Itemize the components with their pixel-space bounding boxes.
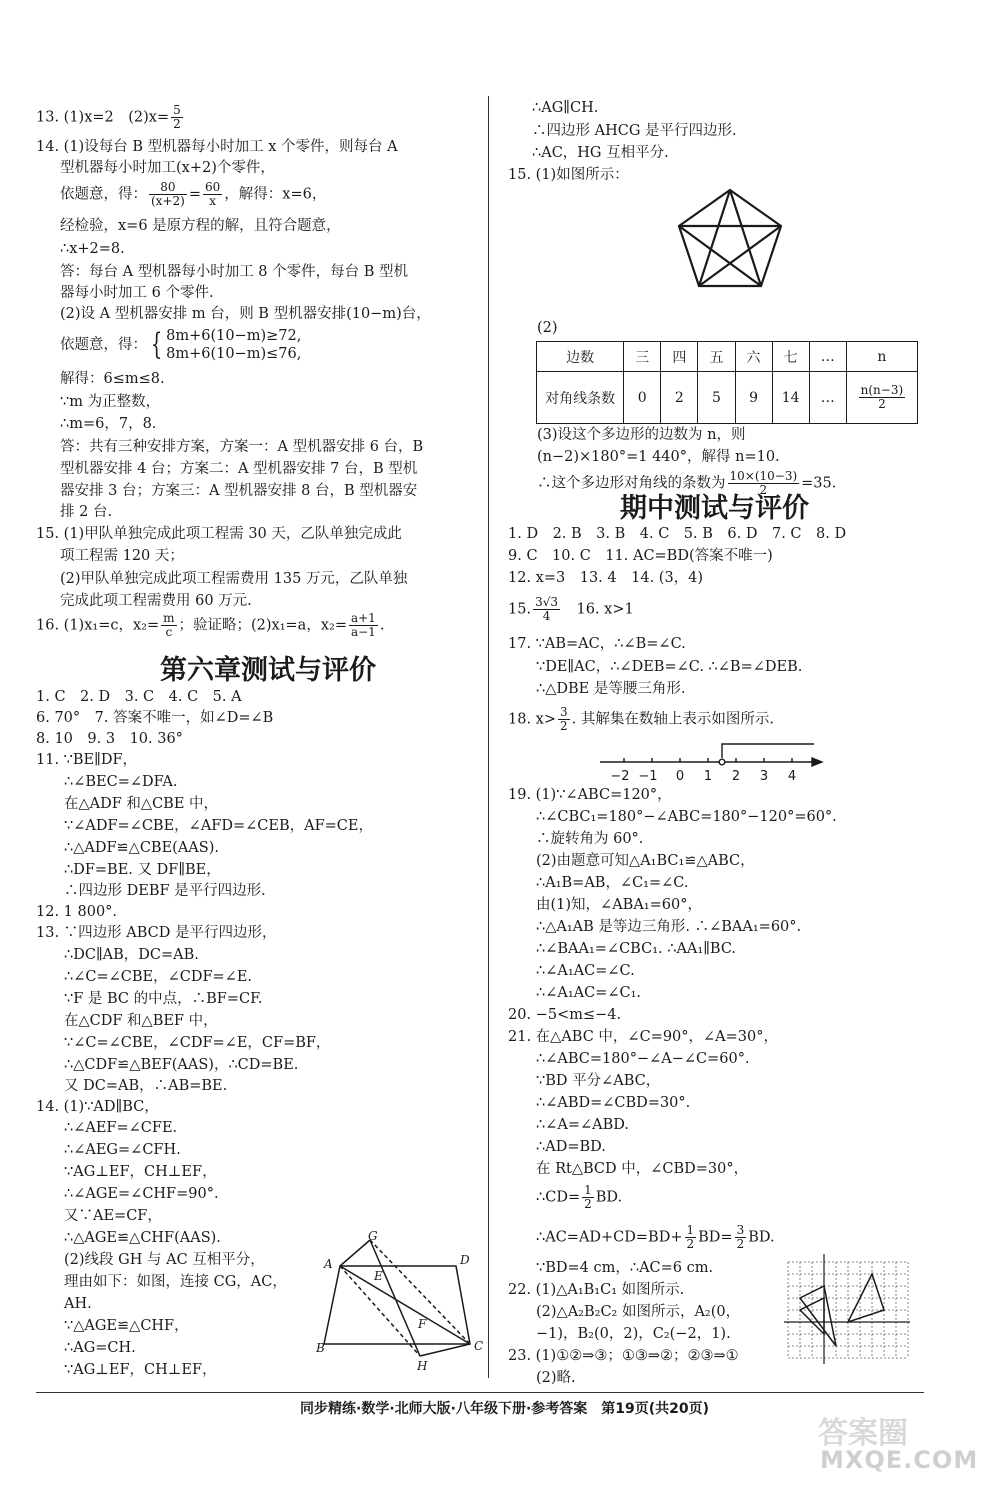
answer-14-line: 排 2 台. (60, 504, 113, 520)
ch6-answer-line: ∴△CDF≌△BEF(AAS)，∴CD=BE. (64, 1057, 299, 1073)
answer-13: 13. (1)x=2 (2)x= $\frac{5}{2}$ (36, 103, 181, 131)
ch6-answer-line: ∵F 是 BC 的中点，∴BF=CF. (64, 991, 263, 1007)
figure-label: C (474, 1339, 484, 1353)
ch6-answer-line: ∵AG⊥EF，CH⊥EF， (64, 1164, 217, 1180)
midterm-answer-line: ∴∠A=∠ABD. (536, 1117, 629, 1133)
ch6-answer-line: AH. (64, 1296, 92, 1312)
ch6-answer-line: 理由如下：如图，连接 CG，AC， (64, 1274, 287, 1290)
figure-label: F (418, 1317, 427, 1331)
axis-tick-label: −1 (638, 769, 658, 784)
midterm-answer-line: ∴AD=BD. (536, 1139, 606, 1155)
diagonal-count-table (536, 341, 918, 424)
answer-15-line: 完成此项工程需费用 60 万元. (60, 593, 252, 609)
ch6-answer-line: ∴四边形 DEBF 是平行四边形. (64, 883, 266, 899)
midterm-answer-line: 23. (1)①②⇒③；①③⇒②；②③⇒① (508, 1348, 739, 1364)
midterm-answer-line: 19. (1)∵∠ABC=120°， (508, 787, 672, 803)
ch6-answer-line: 12. 1 800°. (36, 904, 118, 920)
midterm-answer-line: 20. −5<m≤−4. (508, 1007, 622, 1023)
ch6-answer-line: ∵△AGE≌△CHF， (64, 1318, 189, 1334)
ch6-answer-line: 1. C 2. D 3. C 4. C 5. A (36, 689, 242, 705)
table-cell: 9 (735, 372, 772, 424)
axis-tick-label: 4 (787, 769, 797, 784)
figure-label: G (368, 1229, 378, 1243)
midterm-answer-line: −1)，B₂(0，2)，C₂(−2，1). (536, 1326, 731, 1342)
midterm-answer-line: 1. D 2. B 3. B 4. C 5. B 6. D 7. C 8. D (508, 526, 847, 542)
midterm-answer-line: 在 Rt△BCD 中，∠CBD=30°， (536, 1161, 749, 1177)
ch6-answer-line: ∴∠AEG=∠CFH. (64, 1142, 181, 1158)
answer-14-line: 解得：6≤m≤8. (60, 371, 165, 387)
midterm-answer-line: 12. x=3 13. 4 14. (3，4) (508, 570, 704, 586)
midterm-answer-line: 18. x> $\frac{3}{2}$ . 其解集在数轴上表示如图所示. (508, 705, 774, 733)
page-footer: 同步精练·数学·北师大版·八年级下册·参考答案 第19页(共20页) (300, 1401, 710, 1417)
midterm-answer-line: 21. 在△ABC 中，∠C=90°，∠A=30°， (508, 1029, 778, 1045)
table-header-cell: 七 (772, 342, 809, 372)
ch6-answer-line: (2)线段 GH 与 AC 互相平分， (64, 1252, 265, 1268)
table-header-cell: 四 (661, 342, 698, 372)
answer-15-line: (2)甲队单独完成此项工程需费用 135 万元，乙队单独 (60, 571, 408, 587)
column-divider (488, 96, 489, 1378)
table-cell-formula: $\frac{n(n-3)}{2}$ (846, 372, 917, 424)
answer-14-equation: 依题意，得： $\frac{80}{(x+2)}$ = $\frac{60}{x}$ ，解得：x=6， (60, 180, 327, 208)
answer-14-line: 器安排 3 台；方案三：A 型机器安排 8 台，B 型机器安 (60, 483, 418, 499)
answer-14-line: ∴x+2=8. (60, 241, 125, 257)
table-cell: 5 (698, 372, 735, 424)
midterm-answer-line: (2)△A₂B₂C₂ 如图所示，A₂(0， (536, 1304, 741, 1320)
answer-14-line: (2)设 A 型机器安排 m 台，则 B 型机器安排(10−m)台， (60, 306, 431, 322)
ch6-answer-line: ∴AG=CH. (64, 1340, 136, 1356)
table-header-cell: n (846, 342, 917, 372)
ch6-answer-line: ∵∠ADF=∠CBE，∠AFD=∠CEB，AF=CE， (64, 818, 373, 834)
table-cell: 0 (624, 372, 661, 424)
midterm-answer-line: ∴A₁B=AB，∠C₁=∠C. (536, 875, 689, 891)
axis-tick-label: 0 (675, 769, 685, 784)
figure-label: D (460, 1253, 470, 1267)
trapezoid-figure (316, 1229, 486, 1373)
midterm-answer-line: (2)由题意可知△A₁BC₁≌△ABC， (536, 853, 755, 869)
answer-15-part3: ∴这个多边形对角线的条数为 $\frac{10\times(10-3)}{2}$ =35. (537, 469, 837, 497)
midterm-answer-line: 17. ∵AB=AC，∴∠B=∠C. (508, 636, 686, 652)
ch6-answer-line: 又 DC=AB，∴AB=BE. (64, 1078, 228, 1094)
answer-15-line: 项工程需 120 天； (60, 548, 184, 564)
ch6-answer-line: 13. ∵四边形 ABCD 是平行四边形， (36, 925, 277, 941)
midterm-answer-line: ∴∠CBC₁=180°−∠ABC=180°−120°=60°. (536, 809, 837, 825)
midterm-answer-line: ∵DE∥AC，∴∠DEB=∠C. ∴∠B=∠DEB. (536, 659, 803, 675)
midterm-answer-line: ∵BD 平分∠ABC， (536, 1073, 661, 1089)
answer-15-right: 15. (1)如图所示： (508, 167, 629, 183)
ch6-answer-line: ∴DF=BE. 又 DF∥BE， (64, 862, 221, 878)
ch6-answer-line: 在△ADF 和△CBE 中， (64, 796, 219, 812)
answer-14-line: 答：每台 A 型机器每小时加工 8 个零件，每台 B 型机 (60, 264, 409, 280)
midterm-answer-line: ∴△DBE 是等腰三角形. (536, 681, 686, 697)
ch6-answer-line: ∴∠BEC=∠DFA. (64, 774, 178, 790)
answer-14-line: 型机器每小时加工(x+2)个零件， (60, 160, 275, 176)
axis-tick-label: 3 (759, 769, 769, 784)
axis-tick-label: 1 (703, 769, 713, 784)
number-line-figure (596, 738, 828, 782)
answer-14-system: 依题意，得： { 8m+6(10−m)≥72, 8m+6(10−m)≤76, (60, 327, 302, 362)
ch6-answer-line: ∵∠C=∠CBE，∠CDF=∠E，CF=BF， (64, 1035, 331, 1051)
pentagon-diagonals-figure (675, 186, 785, 292)
coordinate-grid-figure (782, 1252, 912, 1370)
figure-label: E (374, 1269, 383, 1283)
midterm-answer-line: ∴CD= $\frac{1}{2}$ BD. (536, 1183, 623, 1211)
table-cell: 对角线条数 (537, 372, 624, 424)
answer-14-line: 答：共有三种安排方案，方案一：A 型机器安排 6 台，B (60, 439, 424, 455)
midterm-answer-line: ∴∠ABD=∠CBD=30°. (536, 1095, 691, 1111)
watermark-url: MXQE.COM (820, 1446, 979, 1474)
table-cell: 2 (661, 372, 698, 424)
table-header-cell: 边数 (537, 342, 624, 372)
section-title-midterm: 期中测试与评价 (620, 493, 809, 524)
table-header-cell: … (809, 342, 846, 372)
ch6-answer-line: 14. (1)∵AD∥BC， (36, 1099, 159, 1115)
ch6-answer-line: ∴DC∥AB，DC=AB. (64, 947, 199, 963)
figure-label: H (417, 1359, 428, 1373)
midterm-answer-line: ∵BD=4 cm，∴AC=6 cm. (536, 1260, 714, 1276)
midterm-answer-line: ∴∠ABC=180°−∠A−∠C=60°. (536, 1051, 750, 1067)
ch6-answer-line: ∴∠AGE=∠CHF=90°. (64, 1186, 219, 1202)
ch6-answer-line: ∵AG⊥EF，CH⊥EF， (64, 1362, 217, 1378)
answer-14-line: 经检验，x=6 是原方程的解，且符合题意， (60, 218, 341, 234)
answer-14-cont: ∴AG∥CH. (532, 100, 599, 116)
midterm-answer-line: ∴∠A₁AC=∠C. (536, 963, 635, 979)
midterm-answer-line: ∴AC=AD+CD=BD+ $\frac{1}{2}$ BD= $\frac{3}{2}$ BD. (536, 1223, 775, 1251)
answer-15-part3: (n−2)×180°=1 440°，解得 n=10. (537, 449, 780, 465)
answer-14-line: ∴m=6，7，8. (60, 416, 157, 432)
midterm-answer-line: 15. $\frac{3√3}{4}$ 16. x>1 (508, 595, 634, 623)
ch6-answer-line: ∴∠AEF=∠CFE. (64, 1120, 178, 1136)
midterm-answer-line: ∴旋转角为 60°. (536, 831, 644, 847)
section-title-chapter6: 第六章测试与评价 (160, 655, 376, 686)
answer-16: 16. (1)x₁=c，x₂= $\frac{m}{c}$ ；验证略；(2)x₁=a，x₂= $\frac{a+1}{a-1}$ . (36, 611, 385, 639)
midterm-answer-line: ∴∠BAA₁=∠CBC₁. ∴AA₁∥BC. (536, 941, 737, 957)
midterm-answer-line: ∴△A₁AB 是等边三角形. ∴∠BAA₁=60°. (536, 919, 802, 935)
answer-14-line: ∵m 为正整数， (60, 394, 161, 410)
ch6-answer-line: 6. 70° 7. 答案不唯一，如∠D=∠B (36, 710, 274, 726)
answer-14-line: 14. (1)设每台 B 型机器每小时加工 x 个零件，则每台 A (36, 139, 398, 155)
midterm-answer-line: ∴∠A₁AC=∠C₁. (536, 985, 642, 1001)
table-cell: … (809, 372, 846, 424)
axis-tick-label: −2 (610, 769, 630, 784)
answer-14-cont: ∴四边形 AHCG 是平行四边形. (532, 123, 737, 139)
midterm-answer-line: 22. (1)△A₁B₁C₁ 如图所示. (508, 1282, 685, 1298)
answer-14-cont: ∴AC，HG 互相平分. (532, 145, 669, 161)
ch6-answer-line: 11. ∵BE∥DF， (36, 752, 138, 768)
watermark-stamp: 答案圈 (818, 1416, 908, 1451)
table-header-cell: 五 (698, 342, 735, 372)
midterm-answer-line: 9. C 10. C 11. AC=BD(答案不唯一) (508, 548, 773, 564)
table-cell: 14 (772, 372, 809, 424)
ch6-answer-line: ∴△AGE≌△CHF(AAS). (64, 1230, 221, 1246)
answer-15-line: 15. (1)甲队单独完成此项工程需 30 天，乙队单独完成此 (36, 526, 402, 542)
ch6-answer-line: ∴∠C=∠CBE，∠CDF=∠E. (64, 969, 253, 985)
answer-14-line: 器每小时加工 6 个零件. (60, 285, 214, 301)
ch6-answer-line: 又∵AE=CF， (64, 1208, 162, 1224)
axis-tick-label: 2 (731, 769, 741, 784)
ch6-answer-line: ∴△ADF≌△CBE(AAS). (64, 840, 219, 856)
figure-label: B (316, 1341, 325, 1355)
ch6-answer-line: 在△CDF 和△BEF 中， (64, 1013, 218, 1029)
footer-divider (36, 1392, 924, 1393)
ch6-answer-line: 8. 10 9. 3 10. 36° (36, 731, 183, 747)
table-header-cell: 六 (735, 342, 772, 372)
answer-15-part3: (3)设这个多边形的边数为 n，则 (537, 427, 746, 443)
table-header-cell: 三 (624, 342, 661, 372)
figure-label: A (324, 1257, 333, 1271)
midterm-answer-line: (2)略. (536, 1370, 576, 1386)
answer-14-line: 型机器安排 4 台；方案二：A 型机器安排 7 台，B 型机 (60, 461, 418, 477)
answer-15-part2: (2) (537, 320, 558, 336)
midterm-answer-line: 由(1)知，∠ABA₁=60°， (536, 897, 702, 913)
